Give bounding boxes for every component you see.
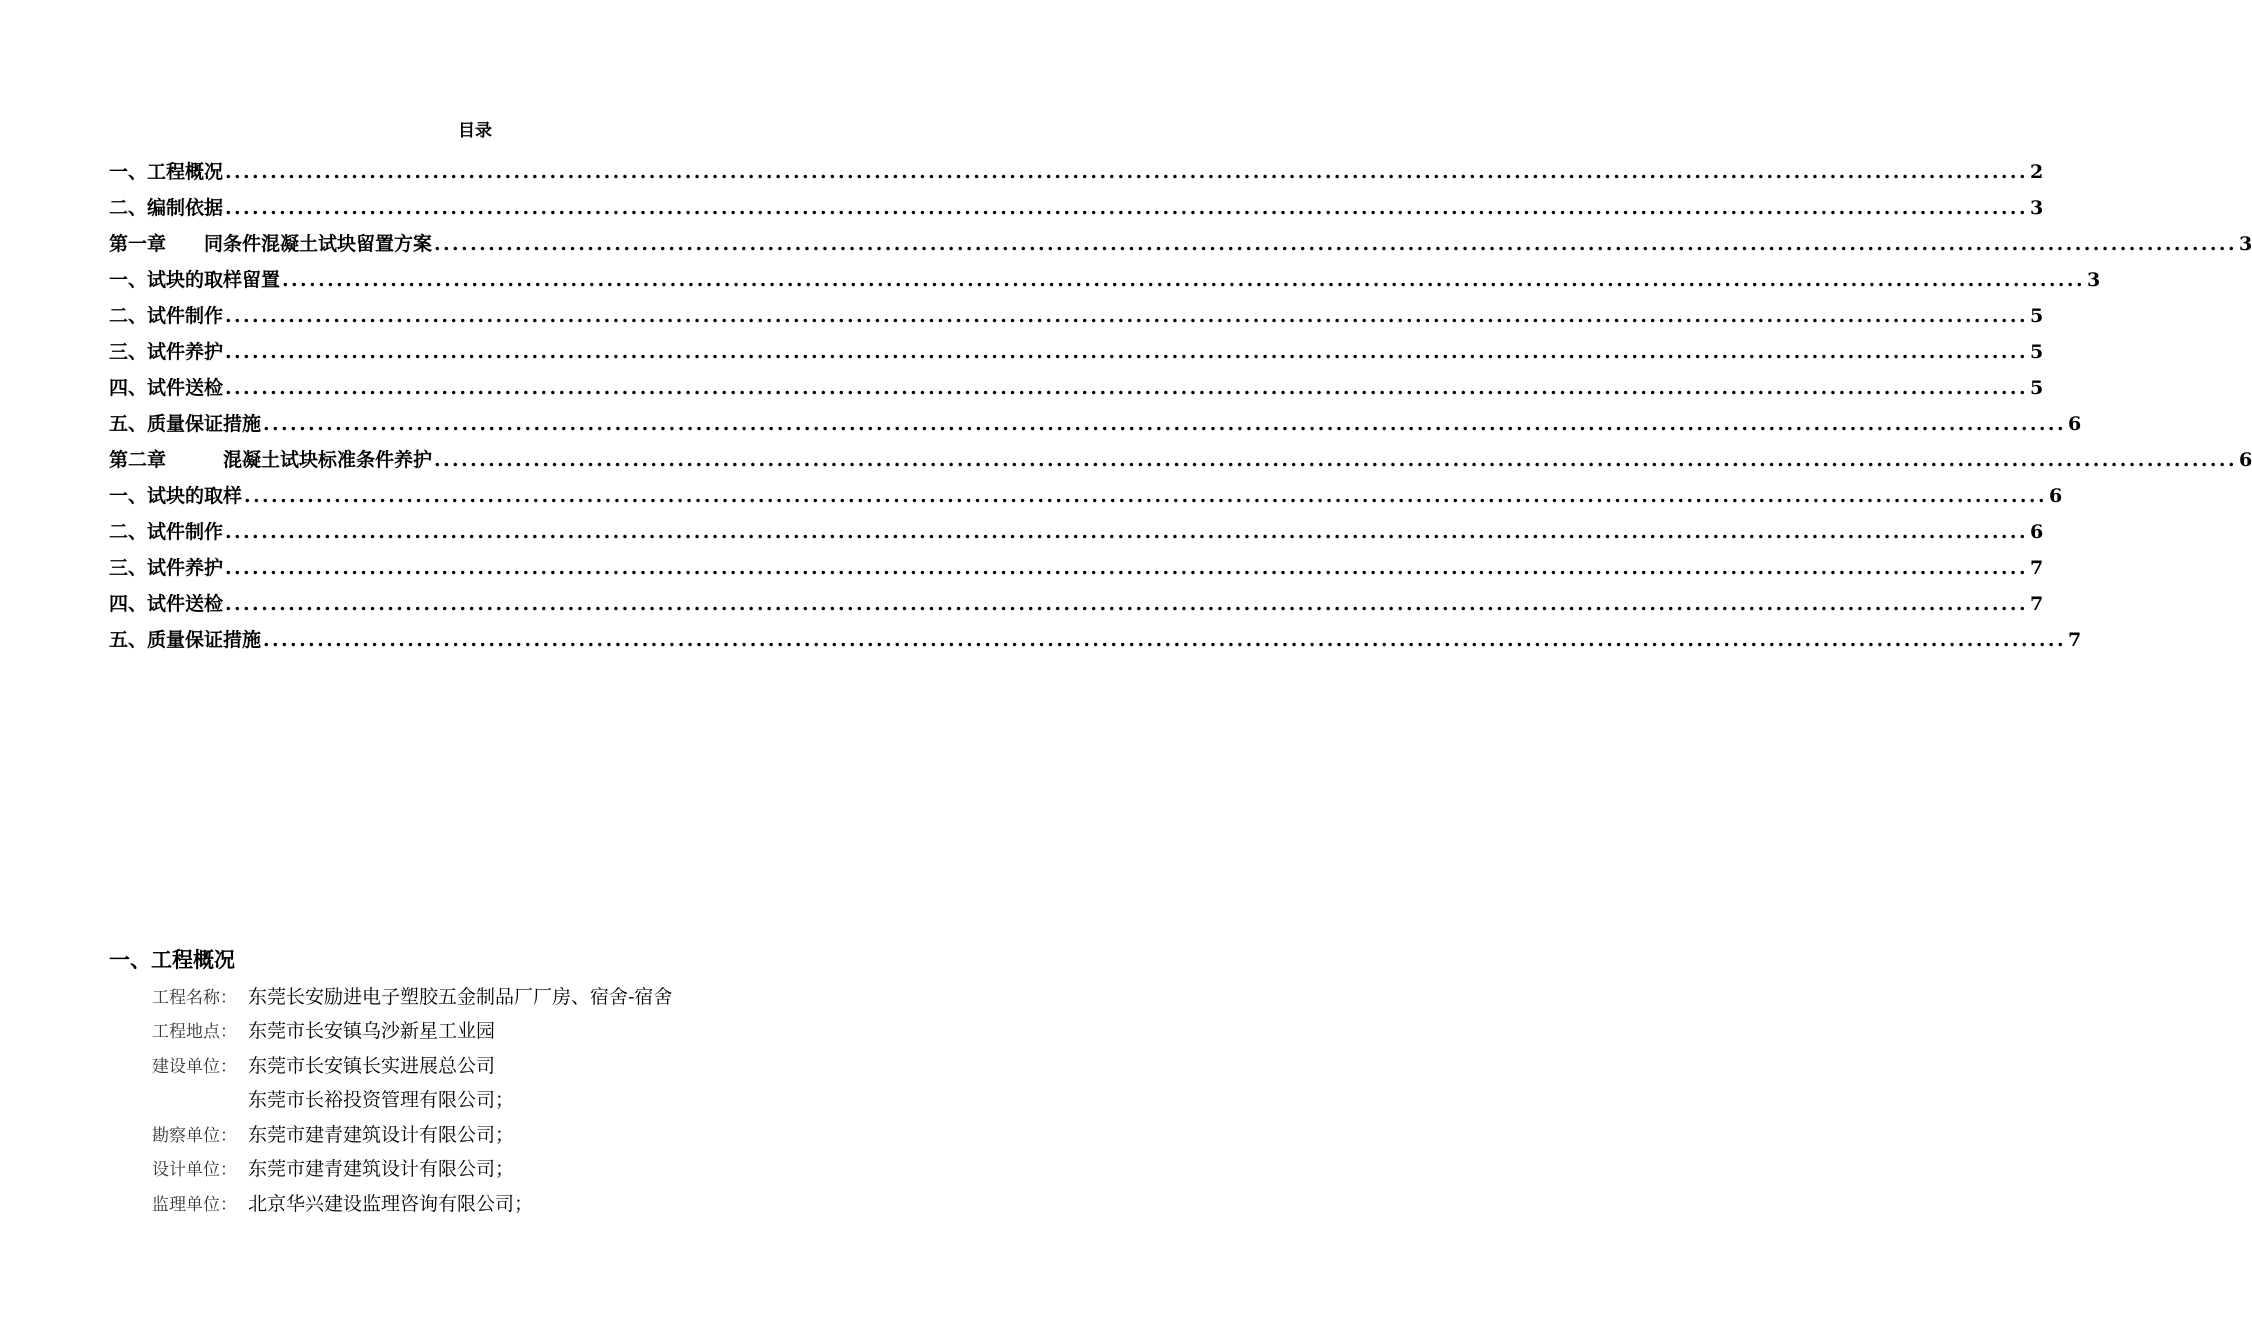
- toc-entry[interactable]: [109, 256, 2101, 292]
- toc-entry-text: 一、试块的取样留置: [109, 269, 281, 291]
- toc-entry-text: 二、试件制作: [109, 521, 224, 543]
- info-value: 北京华兴建设监理咨询有限公司；: [248, 1192, 534, 1215]
- info-value: 东莞市长安镇乌沙新星工业园: [248, 1020, 496, 1043]
- toc-entry[interactable]: [109, 544, 2044, 580]
- toc-entry[interactable]: [109, 400, 2082, 436]
- toc-page-number: 7: [2067, 629, 2082, 651]
- toc-leader-dots: ........................................................................................................................................................................................................: [225, 521, 2028, 543]
- toc-entry[interactable]: [109, 580, 2044, 616]
- toc-page-number: 6: [2238, 449, 2252, 471]
- toc-leader-dots: ........................................................................................................................................................................................................: [225, 305, 2028, 327]
- toc-page-number: 7: [2029, 593, 2044, 615]
- toc-entry[interactable]: [109, 436, 2252, 472]
- toc-entry[interactable]: [109, 184, 2044, 220]
- toc-entry-text: 三、试件养护: [109, 341, 224, 363]
- toc-entry-text: 五、质量保证措施: [109, 629, 262, 651]
- info-value: 东莞市建青建筑设计有限公司；: [248, 1123, 515, 1146]
- toc-entry[interactable]: [109, 148, 2044, 184]
- toc-entry-text: 二、试件制作: [109, 305, 224, 327]
- toc-leader-dots: ........................................................................................................................................................................................................: [263, 413, 2066, 435]
- toc-leader-dots: ........................................................................................................................................................................................................: [225, 197, 2028, 219]
- toc-page-number: 5: [2029, 305, 2044, 327]
- toc-entry[interactable]: [109, 364, 2044, 400]
- toc-page-number: 6: [2067, 413, 2082, 435]
- toc-entry[interactable]: [109, 328, 2044, 364]
- toc-title: 目录: [458, 121, 492, 141]
- info-value: 东莞长安励进电子塑胶五金制品厂厂房、宿舍-宿舍: [248, 985, 673, 1008]
- toc-leader-dots: ........................................................................................................................................................................................................: [282, 269, 2085, 291]
- toc-page-number: 6: [2048, 485, 2063, 507]
- toc-entry[interactable]: [109, 472, 2063, 508]
- toc-entry-text: 四、试件送检: [109, 593, 224, 615]
- toc-page-number: 3: [2029, 197, 2044, 219]
- toc-entry[interactable]: [109, 292, 2044, 328]
- info-value: 东莞市建青建筑设计有限公司；: [248, 1158, 515, 1181]
- toc-page-number: 2: [2029, 161, 2044, 183]
- toc-entry[interactable]: [109, 616, 2082, 652]
- toc-entry[interactable]: [109, 220, 2252, 256]
- toc-entry-text: 三、试件养护: [109, 557, 224, 579]
- toc-page-number: 6: [2029, 521, 2044, 543]
- toc-page-number: 7: [2029, 557, 2044, 579]
- info-label: 工程名称：: [152, 987, 237, 1008]
- info-label: 监理单位：: [152, 1194, 237, 1215]
- toc-leader-dots: ........................................................................................................................................................................................................: [225, 593, 2028, 615]
- info-label: 设计单位：: [152, 1160, 237, 1181]
- info-value: 东莞市长裕投资管理有限公司；: [248, 1089, 515, 1112]
- toc-entry[interactable]: [109, 508, 2044, 544]
- info-label: 建设单位：: [152, 1056, 237, 1077]
- toc-leader-dots: ........................................................................................................................................................................................................: [225, 377, 2028, 399]
- table-of-contents: [109, 148, 2252, 652]
- toc-entry-text: 一、试块的取样: [109, 485, 243, 507]
- info-row: [152, 1151, 852, 1186]
- toc-entry-text: 五、质量保证措施: [109, 413, 262, 435]
- toc-page-number: 3: [2238, 233, 2252, 255]
- toc-entry-text: 二、编制依据: [109, 197, 224, 219]
- section-heading: 一、工程概况: [109, 947, 235, 972]
- toc-leader-dots: ........................................................................................................................................................................................................: [225, 161, 2028, 183]
- info-row: [152, 978, 852, 1013]
- info-row: [152, 1047, 852, 1082]
- info-row: [152, 1082, 852, 1117]
- toc-entry-text: 一、工程概况: [109, 161, 224, 183]
- project-info: [152, 978, 852, 1220]
- toc-entry-text: 第二章 混凝土试块标准条件养护: [109, 449, 433, 471]
- toc-page-number: 3: [2086, 269, 2101, 291]
- info-label: 勘察单位：: [152, 1125, 237, 1146]
- toc-leader-dots: ........................................................................................................................................................................................................: [244, 485, 2047, 507]
- toc-entry-text: 第一章 同条件混凝土试块留置方案: [109, 233, 433, 255]
- info-value: 东莞市长安镇长实进展总公司: [248, 1054, 496, 1077]
- toc-entry-text: 四、试件送检: [109, 377, 224, 399]
- toc-leader-dots: ........................................................................................................................................................................................................: [434, 449, 2237, 471]
- toc-leader-dots: ........................................................................................................................................................................................................: [225, 557, 2028, 579]
- toc-page-number: 5: [2029, 377, 2044, 399]
- info-row: [152, 1116, 852, 1151]
- info-row: [152, 1185, 852, 1220]
- toc-leader-dots: ........................................................................................................................................................................................................: [225, 341, 2028, 363]
- toc-leader-dots: ........................................................................................................................................................................................................: [263, 629, 2066, 651]
- toc-page-number: 5: [2029, 341, 2044, 363]
- toc-leader-dots: ........................................................................................................................................................................................................: [434, 233, 2237, 255]
- info-label: 工程地点：: [152, 1022, 237, 1043]
- info-row: [152, 1013, 852, 1048]
